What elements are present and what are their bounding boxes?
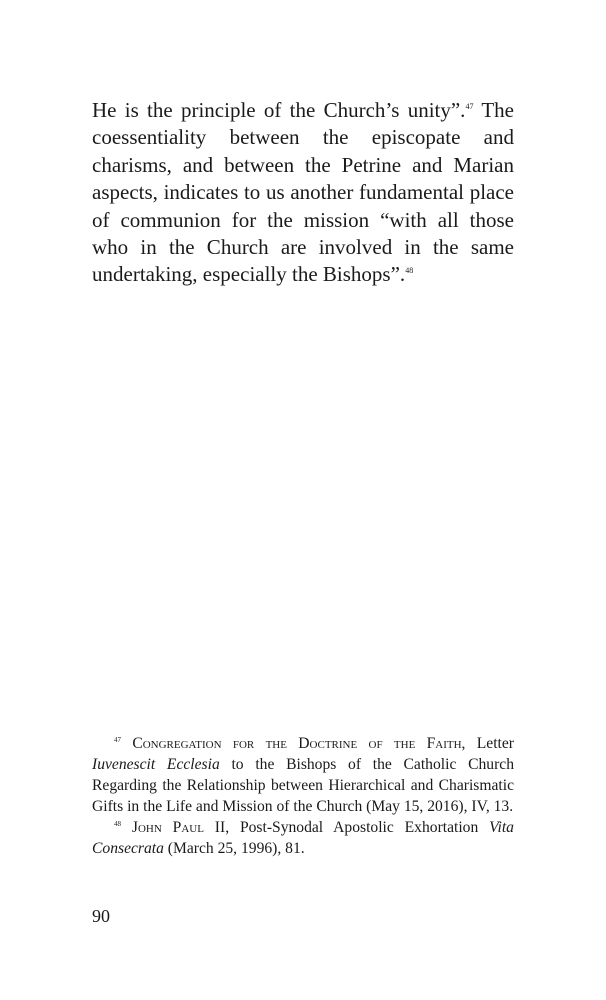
footnote-marker: 48	[114, 820, 121, 828]
footnote-reference-47: 47	[465, 102, 474, 111]
page-number: 90	[92, 906, 110, 926]
footnote-author: Congregation for the Doctrine of the Faith	[132, 735, 462, 752]
footnotes-section	[92, 733, 514, 859]
footnote-47	[92, 733, 514, 817]
footnote-title: Iuvenescit Ecclesia	[92, 756, 220, 773]
footnote-text: , Letter	[461, 735, 514, 752]
footnote-reference-48: 48	[405, 266, 414, 276]
footnote-marker: 47	[114, 736, 121, 744]
footnote-48	[92, 817, 514, 859]
body-text-segment: He is the principle of the Church’s unity”.	[92, 98, 466, 122]
footnote-author: John Paul II	[131, 819, 226, 836]
footnote-text: to the Bishops of the Catholic Church Regarding the Relationship between Hierarchical and Charismatic Gifts in the Life and Mission of the Church (May 15, 2016), IV, 13.	[92, 756, 514, 815]
footnote-text: (March 25, 1996), 81.	[163, 840, 305, 857]
footnote-title: Vita Consecrata	[92, 819, 514, 857]
footnote-text: , Post-Synodal Apostolic Exhortation	[225, 819, 490, 836]
body-text-segment: The coessentiality between the episcopate and charisms, and between the Petrine and Marian aspects, indicates to us another fundamental place of communion for the mission “with all those who in the Church are involved in the same undertaking, especially the Bishops”.	[92, 98, 514, 287]
body-paragraph	[92, 97, 514, 289]
